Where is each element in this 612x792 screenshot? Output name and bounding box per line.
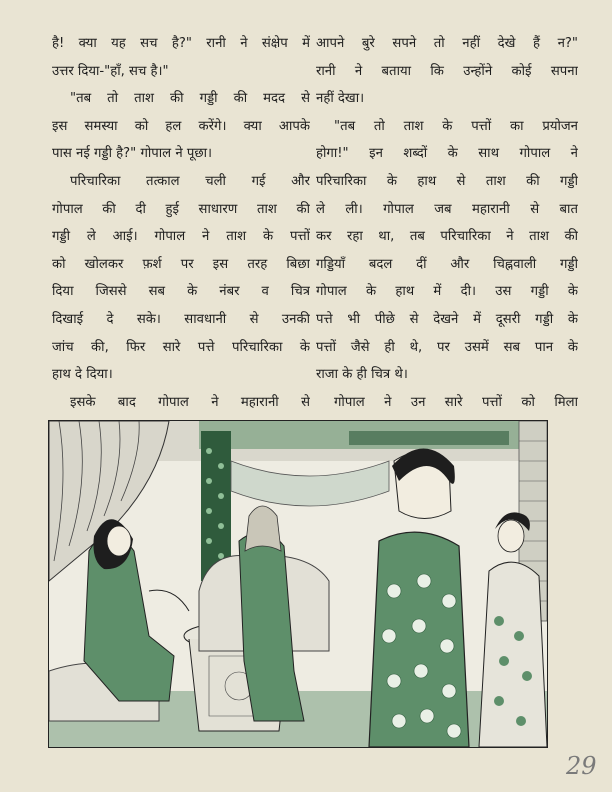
paragraph: [52, 85, 310, 168]
text-line: उत्तर दिया-"हाँ, सच है।": [52, 63, 169, 79]
text-line: पत्तों जैसे ही थे, पर उसमें सब पान के: [316, 339, 578, 355]
paragraph: [52, 30, 310, 85]
text-line: हाथ दे दिया।: [52, 367, 113, 383]
text-line: दिया जिससे सब के नंबर व चित्र: [52, 284, 310, 300]
text-line: गड्डी ले आई। गोपाल ने ताश के पत्तों: [52, 229, 310, 245]
text-line: इस समस्या को हल करेंगे। क्या आपके: [52, 118, 310, 134]
text-line: "तब तो ताश की गड्डी की मदद से: [70, 91, 310, 107]
paragraph: [52, 168, 310, 389]
paragraph: [316, 30, 578, 113]
text-line: नहीं देखा।: [316, 91, 365, 107]
text-line: परिचारिका तत्काल चली गई और: [70, 173, 310, 189]
text-line: परिचारिका के हाथ से ताश की गड्डी: [316, 173, 578, 189]
text-line: पत्ते भी पीछे से देखने में दूसरी गड्डी के: [316, 311, 578, 327]
text-line: को खोलकर फ़र्श पर इस तरह बिछा: [52, 256, 310, 272]
text-line: आपने बुरे सपने तो नहीं देखे हैं न?": [316, 36, 578, 51]
text-line: है! क्या यह सच है?" रानी ने संक्षेप में: [52, 36, 310, 51]
text-line: कर रहा था, तब परिचारिका ने ताश की: [316, 229, 578, 245]
text-line: ले ली। गोपाल जब महारानी से बात: [316, 201, 578, 217]
story-illustration: [48, 420, 548, 748]
text-line: गड्डियाँ बदल दीं और चिह्नवाली गड्डी: [316, 256, 578, 272]
left-text-column: [52, 30, 310, 444]
text-line: गोपाल की दी हुई साधारण ताश की: [52, 201, 310, 217]
page-number: 29: [566, 752, 597, 780]
text-line: जांच की, फिर सारे पत्ते परिचारिका के: [52, 339, 310, 355]
text-line: इसके बाद गोपाल ने महारानी से: [70, 394, 310, 410]
text-line: गोपाल के हाथ में दी। उस गड्डी के: [316, 284, 578, 300]
right-text-column: [316, 30, 578, 444]
illustration-drawing: [49, 421, 547, 747]
text-line: होगा!" इन शब्दों के साथ गोपाल ने: [316, 146, 578, 162]
paragraph: [316, 113, 578, 389]
text-line: राजा के ही चित्र थे।: [316, 367, 408, 383]
text-line: "तब तो ताश के पत्तों का प्रयोजन: [334, 118, 578, 134]
text-line: दिखाई दे सके। सावधानी से उनकी: [52, 311, 310, 327]
text-line: रानी ने बताया कि उन्होंने कोई सपना: [316, 63, 578, 79]
text-line: पास नई गड्डी है?" गोपाल ने पूछा।: [52, 146, 212, 162]
text-line: गोपाल ने उन सारे पत्तों को मिला: [334, 394, 578, 410]
